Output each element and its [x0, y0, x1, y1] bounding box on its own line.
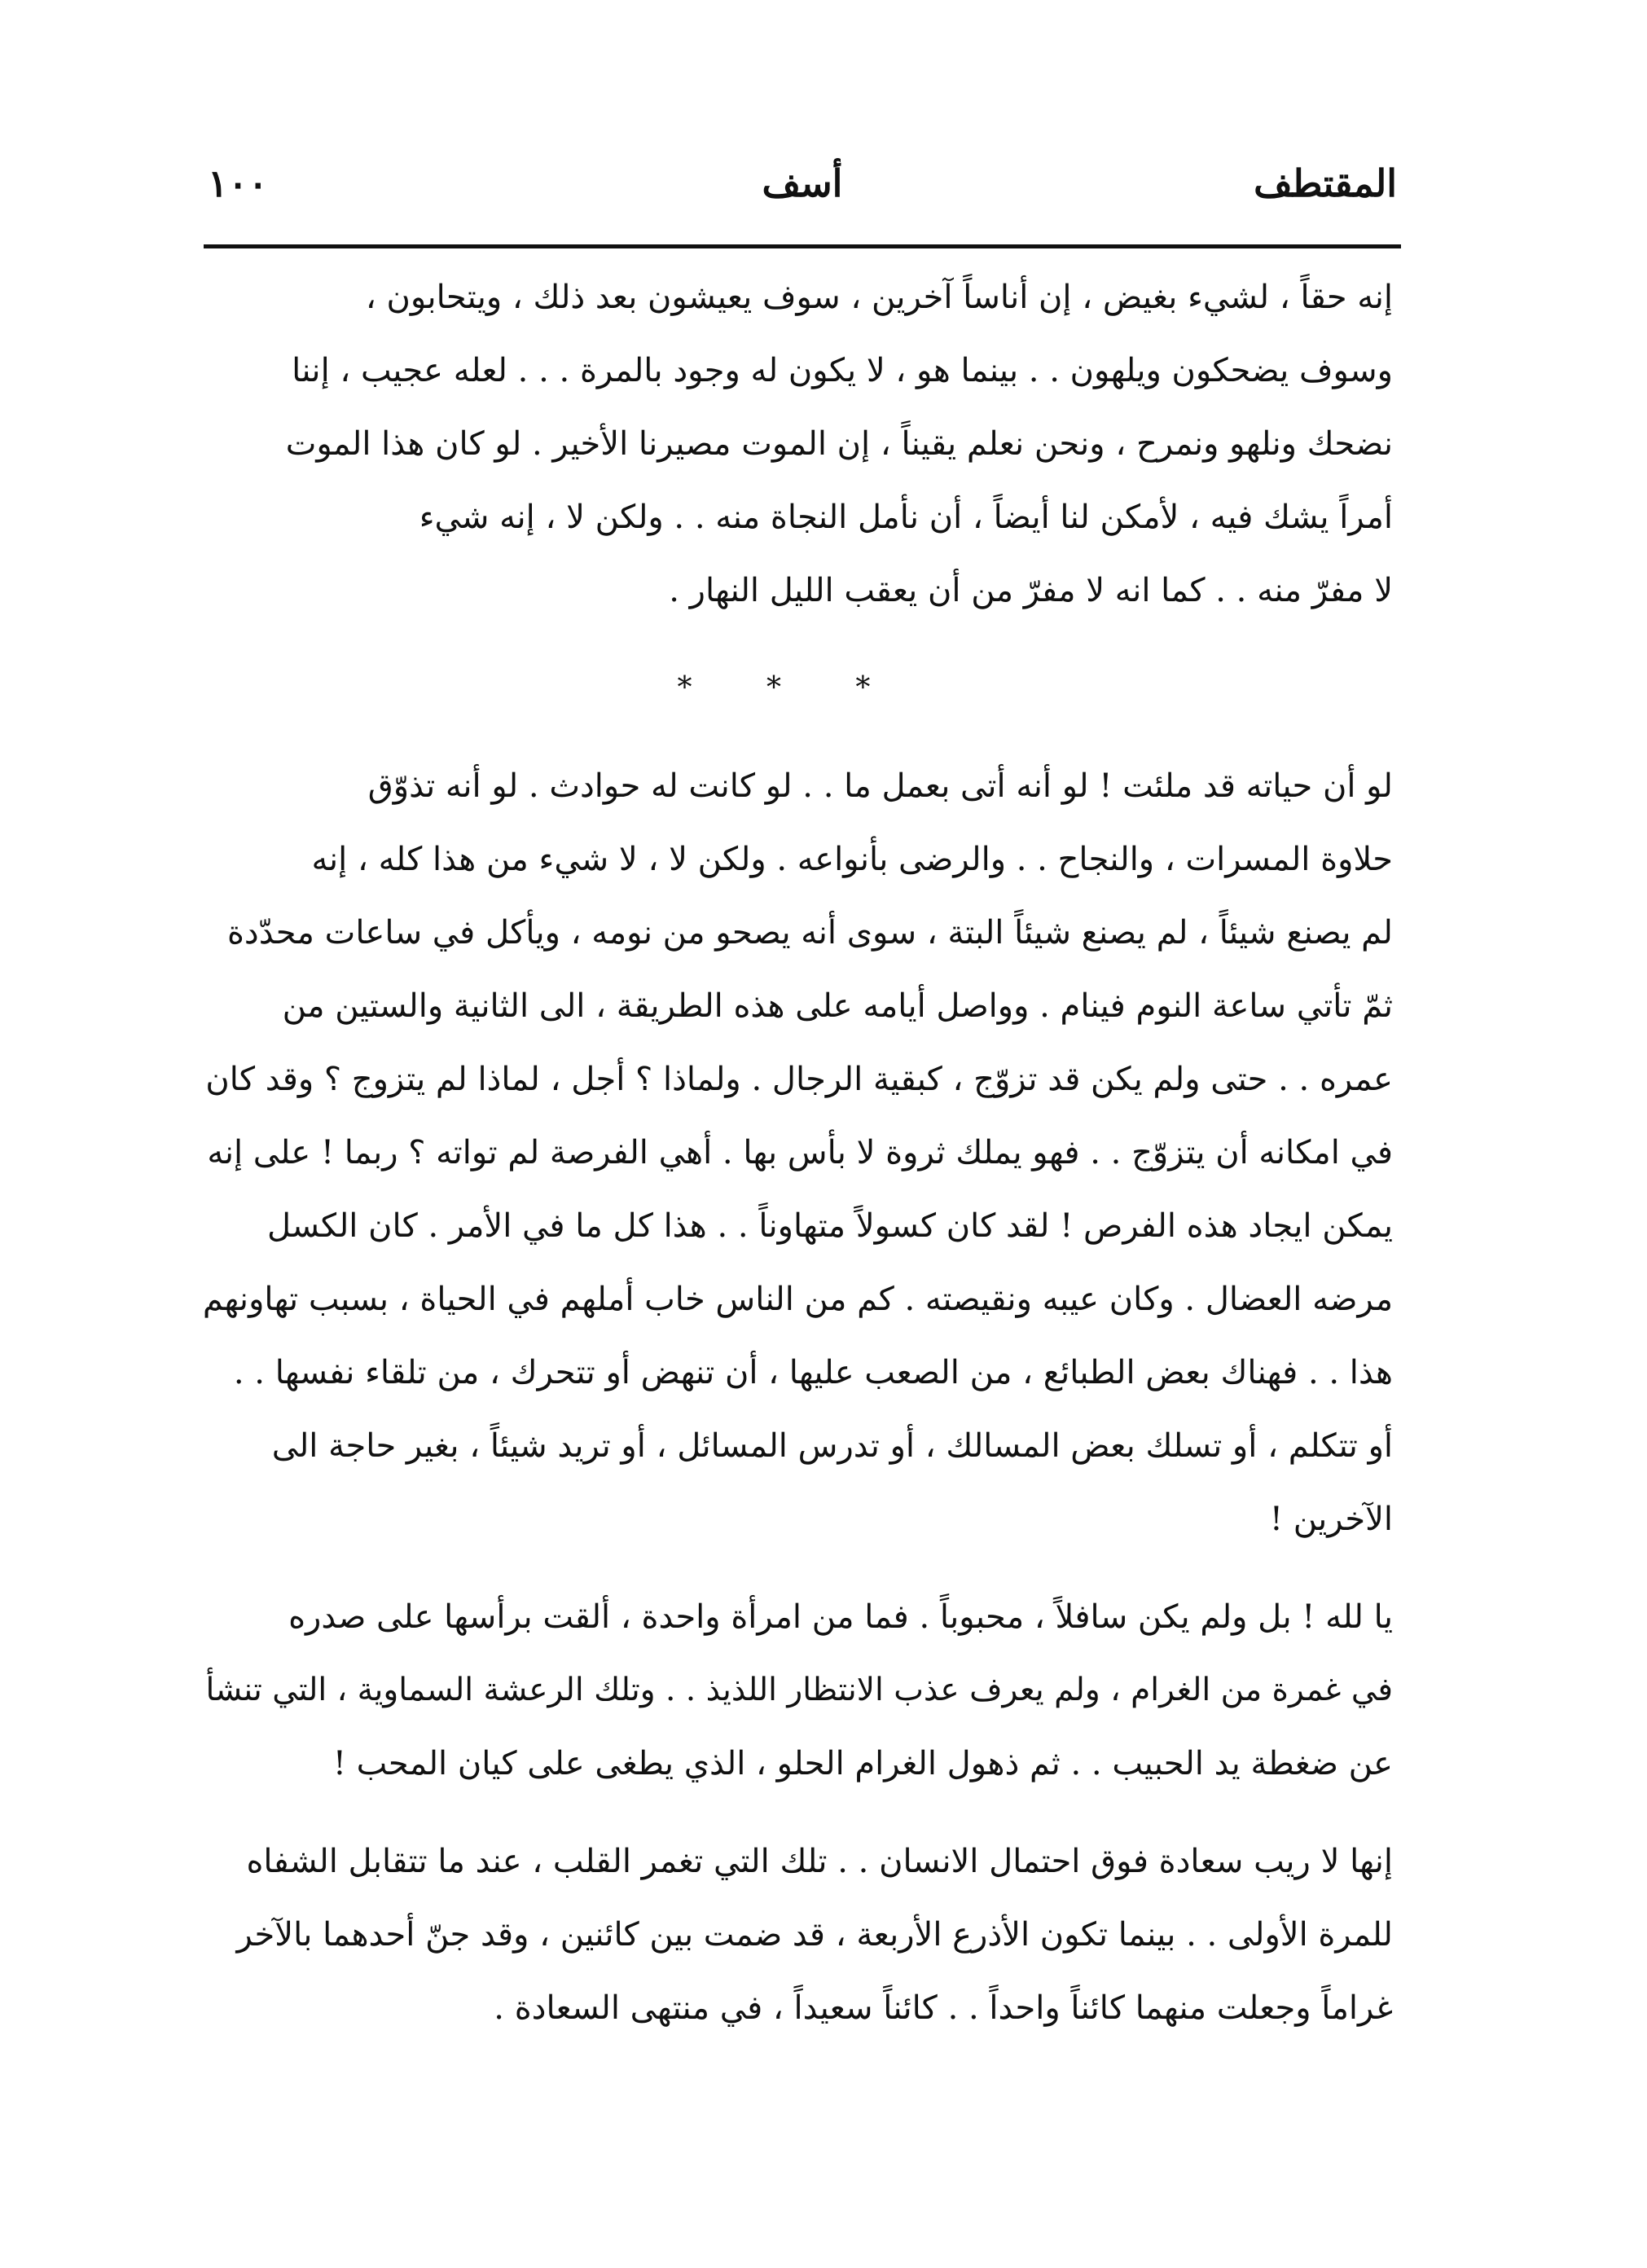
- text-line: مرضه العضال . وكان عيبه ونقيصته . كم من الناس خاب أملهم في الحياة ، بسبب تهاونهم: [202, 1281, 1393, 1318]
- text-line: أو تتكلم ، أو تسلك بعض المسالك ، أو تدرس المسائل ، أو تريد شيئاً ، بغير حاجة الى: [271, 1427, 1393, 1465]
- paragraph: [187, 749, 1393, 1556]
- text-line: إنها لا ريب سعادة فوق احتمال الانسان . . تلك التي تغمر القلب ، عند ما تتقابل الشفاه: [246, 1843, 1393, 1880]
- text-line: غراماً وجعلت منهما كائناً واحداً . . كائناً سعيداً ، في منتهى السعادة .: [494, 1989, 1393, 2027]
- page-header: [208, 151, 1397, 216]
- text-line: في غمرة من الغرام ، ولم يعرف عذب الانتظار اللذيذ . . وتلك الرعشة السماوية ، التي تنشأ: [205, 1672, 1393, 1708]
- paragraph: [187, 261, 1393, 627]
- text-line: هذا . . فهناك بعض الطبائع ، من الصعب عليها ، أن تنهض أو تتحرك ، من تلقاء نفسها . .: [233, 1354, 1393, 1391]
- page-title: أسف: [762, 161, 843, 205]
- paragraph: [187, 1825, 1393, 2045]
- text-line: وسوف يضحكون ويلهون . . بينما هو ، لا يكون له وجود بالمرة . . . لعله عجيب ، إننا: [292, 352, 1393, 389]
- article-body: [187, 261, 1393, 2045]
- text-line: أمراً يشك فيه ، لأمكن لنا أيضاً ، أن نأمل النجاة منه . . ولكن لا ، إنه شيء: [419, 499, 1393, 536]
- text-line: يا لله ! بل ولم يكن سافلاً ، محبوباً . فما من امرأة واحدة ، ألقت برأسها على صدره: [288, 1598, 1393, 1636]
- text-line: عمره . . حتى ولم يكن قد تزوّج ، كبقية الرجال . ولماذا ؟ أجل ، لماذا لم يتزوج ؟ وقد كان: [205, 1061, 1393, 1098]
- text-line: عن ضغطة يد الحبيب . . ثم ذهول الغرام الحلو ، الذي يطغى على كيان المحب !: [332, 1745, 1393, 1782]
- text-line: في امكانه أن يتزوّج . . فهو يملك ثروة لا بأس بها . أهي الفرصة لم تواته ؟ ربما ! على إنه: [207, 1134, 1393, 1171]
- paragraph: [187, 1580, 1393, 1800]
- paragraph-gap: [187, 1556, 1393, 1580]
- text-line: لا مفرّ منه . . كما انه لا مفرّ من أن يعقب الليل النهار .: [669, 572, 1393, 609]
- text-line: نضحك ونلهو ونمرح ، ونحن نعلم يقيناً ، إن الموت مصيرنا الأخير . لو كان هذا الموت: [285, 425, 1393, 463]
- text-line: حلاوة المسرات ، والنجاح . . والرضى بأنواعه . ولكن لا ، لا شيء من هذا كله ، إنه: [311, 841, 1393, 878]
- text-line: يمكن ايجاد هذه الفرص ! لقد كان كسولاً متهاوناً . . هذا كل ما في الأمر . كان الكسل: [267, 1207, 1393, 1245]
- section-separator: * * *: [677, 671, 903, 705]
- text-line: لم يصنع شيئاً ، لم يصنع شيئاً البتة ، سوى أنه يصحو من نومه ، ويأكل في ساعات محدّدة: [226, 914, 1393, 952]
- text-line: ثمّ تأتي ساعة النوم فينام . وواصل أيامه على هذه الطريقة ، الى الثانية والستين من: [282, 987, 1393, 1025]
- text-line: إنه حقاً ، لشيء بغيض ، إن أناساً آخرين ، سوف يعيشون بعد ذلك ، ويتحابون ،: [365, 279, 1393, 316]
- text-line: الآخرين !: [1269, 1501, 1393, 1538]
- paragraph-gap: [187, 1800, 1393, 1825]
- text-line: للمرة الأولى . . بينما تكون الأذرع الأربعة ، قد ضمت بين كائنين ، وقد جنّ أحدهما بالآخر: [236, 1916, 1393, 1954]
- text-line: لو أن حياته قد ملئت ! لو أنه أتى بعمل ما . . لو كانت له حوادث . لو أنه تذوّق: [367, 767, 1393, 805]
- page-number: ١٠٠: [208, 161, 269, 205]
- header-rule: [204, 244, 1401, 248]
- journal-name: المقتطف: [1254, 161, 1397, 205]
